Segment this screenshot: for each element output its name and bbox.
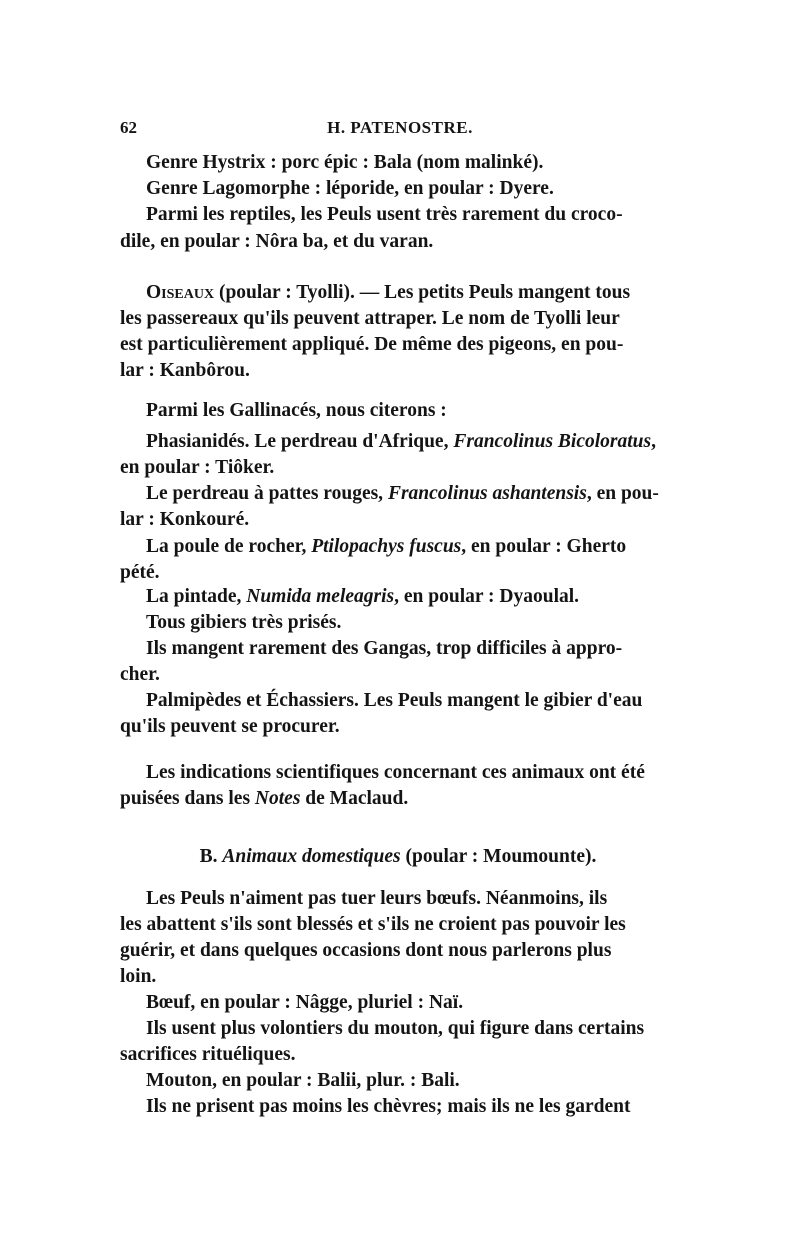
text-line: est particulièrement appliqué. De même des pigeons, en pou- (120, 334, 624, 355)
text-fragment: , (651, 431, 656, 452)
section-heading-italic: Animaux domestiques (222, 846, 401, 867)
text-line: Palmipèdes et Échassiers. Les Peuls mangent le gibier d'eau (146, 690, 643, 711)
text-line (146, 429, 676, 454)
text-line (146, 534, 676, 559)
text-line (146, 202, 676, 227)
text-line (146, 280, 676, 305)
text-line: pété. (120, 562, 160, 583)
text-line: Tous gibiers très prisés. (146, 612, 342, 633)
text-fragment: , en poular : Dyaoulal. (394, 586, 580, 607)
text-fragment: de Maclaud. (300, 788, 409, 809)
text-fragment: Parmi les reptiles, les Peuls usent très rarement du croco- (146, 204, 623, 225)
text-fragment: La poule de rocher, (146, 536, 312, 557)
text-fragment: puisées dans les (120, 788, 255, 809)
species-name: Ptilopachys fuscus (311, 536, 462, 557)
species-name: Francolinus Bicoloratus (453, 431, 652, 452)
text-line: Ils ne prisent pas moins les chèvres; mais ils ne les gardent (146, 1096, 631, 1117)
text-fragment: , en pou- (586, 483, 659, 504)
page-header (120, 118, 680, 142)
text-line (120, 786, 676, 811)
text-line: Parmi les Gallinacés, nous citerons : (146, 400, 447, 421)
text-fragment: B. (199, 846, 223, 867)
text-line (146, 481, 676, 506)
text-line: en poular : Tiôker. (120, 457, 275, 478)
species-name: Numida meleagris (246, 586, 395, 607)
section-heading-animaux-domestiques (120, 844, 676, 869)
text-fragment: Le perdreau à pattes rouges, (146, 483, 388, 504)
section-heading-oiseaux: Oiseaux (146, 282, 215, 303)
text-line: Mouton, en poular : Balii, plur. : Bali. (146, 1070, 460, 1091)
text-line: guérir, et dans quelques occasions dont nous parlerons plus (120, 940, 612, 961)
text-line: Bœuf, en poular : Nâgge, pluriel : Naï. (146, 992, 464, 1013)
text-line: cher. (120, 664, 160, 685)
text-line: lar : Konkouré. (120, 509, 250, 530)
text-line: dile, en poular : Nôra ba, et du varan. (120, 231, 434, 252)
text-line: qu'ils peuvent se procurer. (120, 716, 340, 737)
text-line: les abattent s'ils sont blessés et s'ils ne croient pas pouvoir les (120, 914, 626, 935)
running-title: H. PATENOSTRE. (327, 118, 473, 137)
text-line: Ils usent plus volontiers du mouton, qui figure dans certains (146, 1018, 645, 1039)
species-name: Francolinus ashantensis (387, 483, 587, 504)
text-line: Ils mangent rarement des Gangas, trop difficiles à appro- (146, 638, 623, 659)
text-fragment: Phasianidés. Le perdreau d'Afrique, (146, 431, 454, 452)
reference-title: Notes (254, 788, 301, 809)
text-line: loin. (120, 966, 157, 987)
page-number: 62 (120, 118, 137, 137)
text-fragment: (poular : Moumounte). (400, 846, 597, 867)
text-fragment: , en poular : Gherto (461, 536, 627, 557)
text-line: sacrifices rituéliques. (120, 1044, 296, 1065)
text-fragment: La pintade, (146, 586, 247, 607)
text-line (146, 584, 676, 609)
text-fragment: (poular : Tyolli). — Les petits Peuls mangent tous (214, 282, 631, 303)
text-line: lar : Kanbôrou. (120, 360, 250, 381)
text-line: Genre Lagomorphe : léporide, en poular : Dyere. (146, 178, 554, 199)
text-line: Les Peuls n'aiment pas tuer leurs bœufs. Néanmoins, ils (146, 888, 608, 909)
text-line: Genre Hystrix : porc épic : Bala (nom malinké). (146, 152, 544, 173)
text-line: les passereaux qu'ils peuvent attraper. Le nom de Tyolli leur (120, 308, 620, 329)
text-line: Les indications scientifiques concernant ces animaux ont été (146, 762, 645, 783)
